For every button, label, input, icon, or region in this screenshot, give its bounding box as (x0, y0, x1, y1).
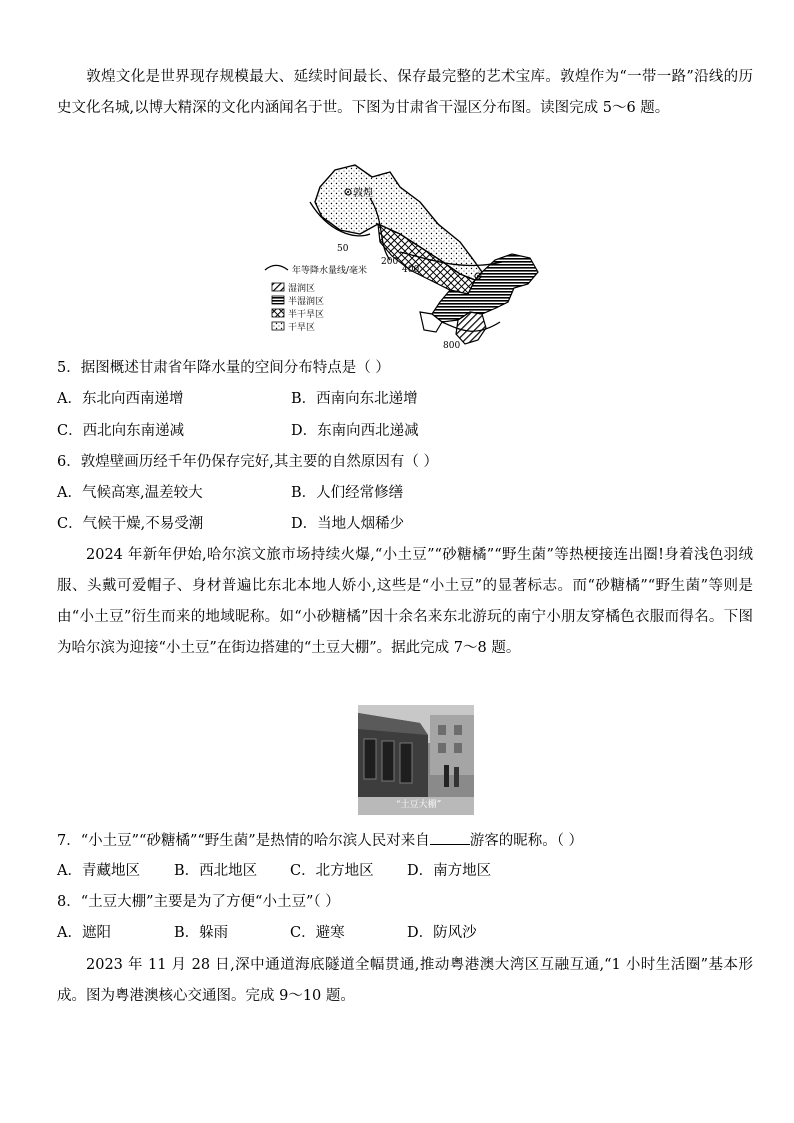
q8-option-c[interactable]: C．避寒 (290, 925, 345, 941)
q5-option-b[interactable]: B．西南向东北递增 (291, 391, 418, 407)
intro-paragraph-harbin: 2024 年新年伊始,哈尔滨文旅市场持续火爆,“小土豆”“砂糖橘”“野生菌”等热梗接连出圈!身着浅色羽绒服、头戴可爱帽子、身材普遍比东北本地人娇小,这些是“小土豆”的显著标志。而“砂糖橘”“野生菌”等则是由“小土豆”衍生而来的地域昵称。如“小砂糖橘”因十余名来东北游玩的南宁小朋友穿橘色衣服而得名。下图为哈尔滨为迎接“小土豆”在街边搭建的“土豆大棚”。据此完成 7～8 题。 (57, 547, 753, 656)
gansu-dryness-map (260, 162, 550, 354)
question-6-stem: 6．敦煌壁画历经千年仍保存完好,其主要的自然原因有（ ） (57, 454, 438, 470)
q5-option-a[interactable]: A．东北向西南递增 (57, 391, 184, 407)
legend-arid: 干旱区 (288, 323, 316, 333)
q8-option-b[interactable]: B．躲雨 (174, 925, 229, 941)
q5-option-c[interactable]: C．西北向东南递减 (57, 423, 185, 439)
q6-option-c[interactable]: C．气候干燥,不易受潮 (57, 516, 204, 532)
q8-option-a[interactable]: A．遮阳 (57, 925, 111, 941)
isohyet-label-400: 400 (402, 265, 420, 275)
q6-option-d[interactable]: D．当地人烟稀少 (291, 516, 405, 532)
question-8-stem: 8．“土豆大棚”主要是为了方便“小土豆”（ ） (57, 894, 340, 910)
intro-paragraph-dunhuang: 敦煌文化是世界现存规模最大、延续时间最长、保存最完整的艺术宝库。敦煌作为“一带一路”沿线的历史文化名城,以博大精深的文化内涵闻名于世。下图为甘肃省干湿区分布图。读图完成 5～6 题。 (57, 69, 753, 116)
isohyet-label-800: 800 (443, 341, 461, 351)
dunhuang-label: 敦煌 (353, 188, 373, 199)
q6-option-a[interactable]: A．气候高寒,温差较大 (57, 485, 203, 501)
isohyet-label-50: 50 (337, 244, 349, 254)
legend-isohyet-label: 年等降水量线/毫米 (292, 266, 368, 276)
potato-tent-photo (358, 705, 474, 815)
legend-semi-arid: 半干旱区 (288, 310, 325, 320)
question-5-stem: 5．据图概述甘肃省年降水量的空间分布特点是（ ） (57, 360, 390, 376)
q7-blank (430, 830, 470, 845)
isohyet-label-200: 200 (381, 257, 399, 267)
legend-semi-humid: 半湿润区 (288, 297, 325, 307)
q7-option-a[interactable]: A．青藏地区 (57, 863, 140, 879)
q8-option-d[interactable]: D．防风沙 (407, 925, 477, 941)
legend-humid: 湿润区 (288, 284, 316, 294)
question-7-stem: 7．“小土豆”“砂糖橘”“野生菌”是热情的哈尔滨人民对来自 游客的昵称。（ ） (57, 830, 583, 851)
q6-option-b[interactable]: B．人们经常修缮 (291, 485, 404, 501)
q7-option-d[interactable]: D．南方地区 (407, 863, 492, 879)
q5-option-d[interactable]: D．东南向西北递减 (291, 423, 419, 439)
photo-caption: “土豆大棚” (396, 800, 442, 810)
q7-option-c[interactable]: C．北方地区 (290, 863, 374, 879)
intro-paragraph-gba: 2023 年 11 月 28 日,深中通道海底隧道全幅贯通,推动粤港澳大湾区互融互通,“1 小时生活圈”基本形成。图为粤港澳核心交通图。完成 9～10 题。 (57, 957, 753, 1004)
q7-option-b[interactable]: B．西北地区 (174, 863, 258, 879)
